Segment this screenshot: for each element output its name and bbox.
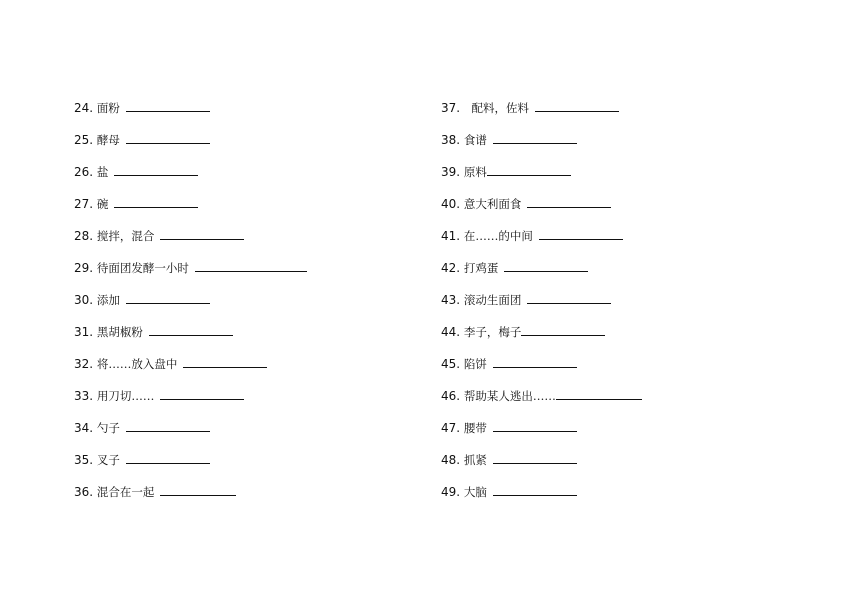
item-number: 31. [74, 325, 94, 339]
item-number: 26. [74, 165, 94, 179]
item-text: 勺子 [96, 421, 120, 435]
answer-blank[interactable] [493, 419, 577, 432]
item-text: 意大利面食 [463, 197, 522, 211]
item-number: 27. [74, 197, 94, 211]
vocab-item-25 [74, 131, 404, 163]
item-text: 酵母 [96, 133, 120, 147]
answer-blank[interactable] [114, 195, 198, 208]
vocab-item-48 [441, 451, 771, 483]
answer-blank[interactable] [521, 323, 605, 336]
answer-blank[interactable] [126, 451, 210, 464]
item-text: 将……放入盘中 [96, 357, 178, 371]
answer-blank[interactable] [493, 131, 577, 144]
vocab-item-29 [74, 259, 404, 291]
item-text: 腰带 [463, 421, 487, 435]
vocab-item-39 [441, 163, 771, 195]
vocab-item-49 [441, 483, 771, 515]
vocab-item-38 [441, 131, 771, 163]
answer-blank[interactable] [149, 323, 233, 336]
item-text: 打鸡蛋 [463, 261, 499, 275]
vocab-item-26 [74, 163, 404, 195]
answer-blank[interactable] [126, 131, 210, 144]
vocab-item-40 [441, 195, 771, 227]
item-text: 大脑 [463, 485, 487, 499]
left-column [74, 99, 404, 515]
item-text: 陷饼 [463, 357, 487, 371]
item-number: 28. [74, 229, 94, 243]
item-number: 46. [441, 389, 461, 403]
item-number: 32. [74, 357, 94, 371]
item-text: 滚动生面团 [463, 293, 522, 307]
item-number: 35. [74, 453, 94, 467]
vocab-item-43 [441, 291, 771, 323]
vocab-item-32 [74, 355, 404, 387]
answer-blank[interactable] [493, 483, 577, 496]
answer-blank[interactable] [160, 483, 236, 496]
item-number: 39. [441, 165, 461, 179]
item-number: 33. [74, 389, 94, 403]
answer-blank[interactable] [183, 355, 267, 368]
item-text: 在……的中间 [463, 229, 533, 243]
item-text: 食谱 [463, 133, 487, 147]
item-number: 47. [441, 421, 461, 435]
vocab-item-34 [74, 419, 404, 451]
vocab-item-30 [74, 291, 404, 323]
item-text: 添加 [96, 293, 120, 307]
vocab-item-42 [441, 259, 771, 291]
answer-blank[interactable] [126, 419, 210, 432]
item-text: 碗 [96, 197, 109, 211]
vocab-item-33 [74, 387, 404, 419]
item-text: 帮助某人逃出…… [463, 389, 556, 403]
answer-blank[interactable] [160, 227, 244, 240]
vocab-item-24 [74, 99, 404, 131]
item-text: 原料 [463, 165, 487, 179]
item-text: 叉子 [96, 453, 120, 467]
item-text: 混合在一起 [96, 485, 155, 499]
answer-blank[interactable] [504, 259, 588, 272]
answer-blank[interactable] [114, 163, 198, 176]
answer-blank[interactable] [195, 259, 307, 272]
vocab-item-28 [74, 227, 404, 259]
item-text: 用刀切…… [96, 389, 155, 403]
answer-blank[interactable] [535, 99, 619, 112]
item-number: 45. [441, 357, 461, 371]
item-number: 48. [441, 453, 461, 467]
vocab-item-46 [441, 387, 771, 419]
item-number: 41. [441, 229, 461, 243]
vocab-item-41 [441, 227, 771, 259]
item-number: 34. [74, 421, 94, 435]
item-text: 待面团发酵一小时 [96, 261, 189, 275]
vocab-item-27 [74, 195, 404, 227]
item-text: 配料，佐料 [471, 101, 530, 115]
item-number: 29. [74, 261, 94, 275]
item-number: 40. [441, 197, 461, 211]
item-number: 24. [74, 101, 94, 115]
answer-blank[interactable] [126, 99, 210, 112]
right-column [441, 99, 771, 515]
answer-blank[interactable] [527, 291, 611, 304]
vocab-item-45 [441, 355, 771, 387]
vocab-item-31 [74, 323, 404, 355]
answer-blank[interactable] [126, 291, 210, 304]
item-text: 抓紧 [463, 453, 487, 467]
vocab-item-47 [441, 419, 771, 451]
vocab-item-36 [74, 483, 404, 515]
answer-blank[interactable] [493, 451, 577, 464]
vocab-item-44 [441, 323, 771, 355]
vocab-item-35 [74, 451, 404, 483]
answer-blank[interactable] [160, 387, 244, 400]
item-text: 面粉 [96, 101, 120, 115]
item-number: 36. [74, 485, 94, 499]
item-text: 李子，梅子 [463, 325, 522, 339]
answer-blank[interactable] [487, 163, 571, 176]
item-number: 38. [441, 133, 461, 147]
item-number: 25. [74, 133, 94, 147]
answer-blank[interactable] [556, 387, 642, 400]
item-number: 42. [441, 261, 461, 275]
item-number: 49. [441, 485, 461, 499]
item-text: 黑胡椒粉 [96, 325, 143, 339]
item-number: 30. [74, 293, 94, 307]
answer-blank[interactable] [539, 227, 623, 240]
item-number: 43. [441, 293, 461, 307]
item-number: 37. [441, 101, 461, 115]
answer-blank[interactable] [493, 355, 577, 368]
item-text: 盐 [96, 165, 109, 179]
answer-blank[interactable] [527, 195, 611, 208]
item-text: 搅拌，混合 [96, 229, 155, 243]
vocab-item-37 [441, 99, 771, 131]
item-number: 44. [441, 325, 461, 339]
